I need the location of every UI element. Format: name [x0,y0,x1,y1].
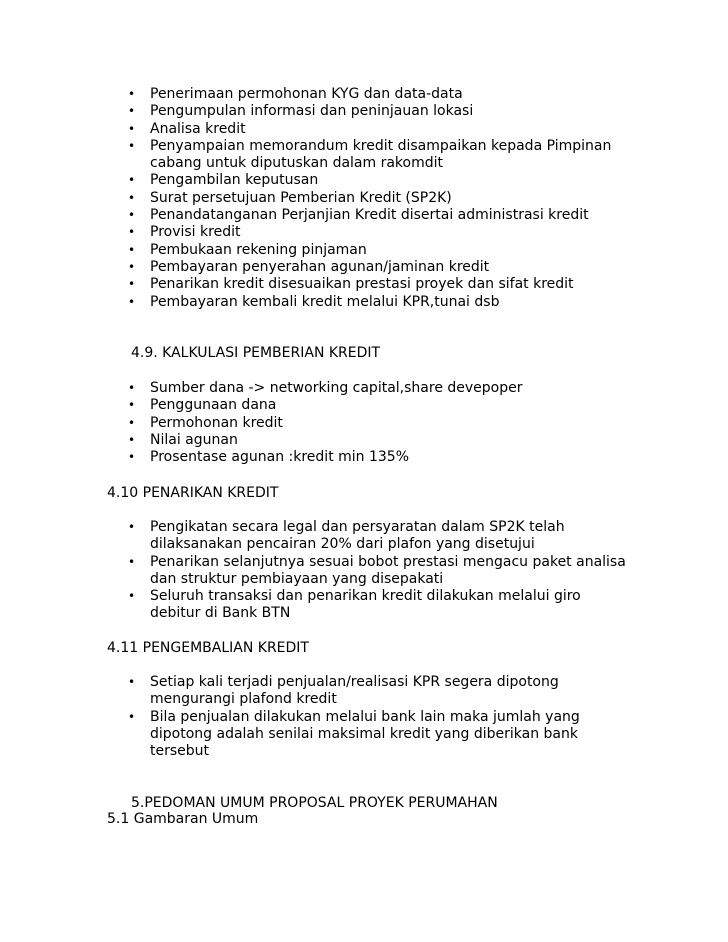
bullet-icon: • [128,381,136,395]
bullet-icon: • [128,87,136,101]
bullet-icon: • [128,138,136,153]
list-item [0,103,630,120]
list-item-text: Provisi kredit [150,224,241,241]
bullet-icon: • [128,242,136,257]
bullet-icon: • [128,294,136,309]
bullet-icon: • [128,709,136,724]
list-item-text: Penarikan selanjutnya sesuai bobot prestasi mengacu paket analisa dan struktur pembiayaan yang disepakati [150,553,626,587]
bullet-icon: • [128,225,136,240]
credit-repayment-list [0,674,728,760]
list-item [0,259,630,276]
list-item-text: Penerimaan permohonan KYG dan data-data [150,86,463,102]
list-item [0,449,630,466]
bullet-icon: • [128,277,136,292]
list-item [0,138,630,173]
list-item-text: Prosentase agunan :kredit min 135% [150,449,410,466]
credit-calculation-list [0,380,728,466]
list-item-text: Setiap kali terjadi penjualan/realisasi KPR segera dipotong mengurangi plafond kredit [150,674,559,708]
list-item [0,207,630,224]
bullet-icon: • [128,554,136,569]
list-item [0,294,630,311]
bullet-icon: • [128,398,136,413]
section-heading-5-1: 5.1 Gambaran Umum [107,811,259,827]
bullet-icon: • [128,121,136,136]
bullet-icon: • [128,432,136,447]
list-item-text: Penarikan kredit disesuaikan prestasi proyek dan sifat kredit [150,276,574,293]
list-item-text: Pengambilan keputusan [150,172,319,189]
credit-process-list [0,86,728,311]
list-item [0,380,630,397]
bullet-icon: • [128,589,136,604]
list-item [0,224,630,241]
list-item [0,415,630,432]
list-item [0,674,630,709]
list-item-text: Permohonan kredit [150,414,283,431]
list-item-text: Pembayaran kembali kredit melalui KPR,tunai dsb [150,293,500,310]
list-item-text: Sumber dana -> networking capital,share devepoper [150,380,523,396]
list-item-text: Penandatanganan Perjanjian Kredit disertai administrasi kredit [150,207,589,224]
bullet-icon: • [128,190,136,205]
list-item-text: Bila penjualan dilakukan melalui bank lain maka jumlah yang dipotong adalah senilai maksimal kredit yang diberikan bank tersebut [150,708,580,760]
list-item-text: Penggunaan dana [150,397,277,414]
list-item-text: Penyampaian memorandum kredit disampaikan kepada Pimpinan cabang untuk diputuskan dalam rakomdit [150,137,612,172]
bullet-icon: • [128,450,136,465]
bullet-icon: • [128,208,136,223]
list-item-text: Seluruh transaksi dan penarikan kredit dilakukan melalui giro debitur di Bank BTN [150,588,581,622]
bullet-icon: • [128,259,136,274]
list-item [0,432,630,449]
bullet-icon: • [128,104,136,119]
section-heading-5: 5.PEDOMAN UMUM PROPOSAL PROYEK PERUMAHAN [131,795,498,811]
list-item-text: Pengikatan secara legal dan persyaratan dalam SP2K telah dilaksanakan pencairan 20% dari plafon yang disetujui [150,519,565,553]
section-heading-4-10: 4.10 PENARIKAN KREDIT [107,485,279,501]
list-item-text: Surat persetujuan Pemberian Kredit (SP2K) [150,189,452,206]
bullet-icon: • [128,675,136,689]
list-item [0,172,630,189]
section-heading-4-9: 4.9. KALKULASI PEMBERIAN KREDIT [131,345,381,361]
list-item-text: Pembukaan rekening pinjaman [150,241,367,258]
list-item-text: Analisa kredit [150,120,246,137]
list-item [0,86,630,103]
bullet-icon: • [128,415,136,430]
list-item-text: Pembayaran penyerahan agunan/jaminan kredit [150,258,490,275]
list-item [0,709,630,761]
list-item-text: Nilai agunan [150,431,238,448]
list-item [0,397,630,414]
list-item-text: Pengumpulan informasi dan peninjauan lokasi [150,103,474,120]
list-item [0,588,630,623]
list-item [0,276,630,293]
list-item [0,190,630,207]
list-item [0,242,630,259]
bullet-icon: • [128,520,136,534]
list-item [0,554,630,589]
credit-withdrawal-list [0,519,728,623]
list-item [0,519,630,554]
section-heading-4-11: 4.11 PENGEMBALIAN KREDIT [107,640,309,656]
bullet-icon: • [128,173,136,188]
list-item [0,121,630,138]
